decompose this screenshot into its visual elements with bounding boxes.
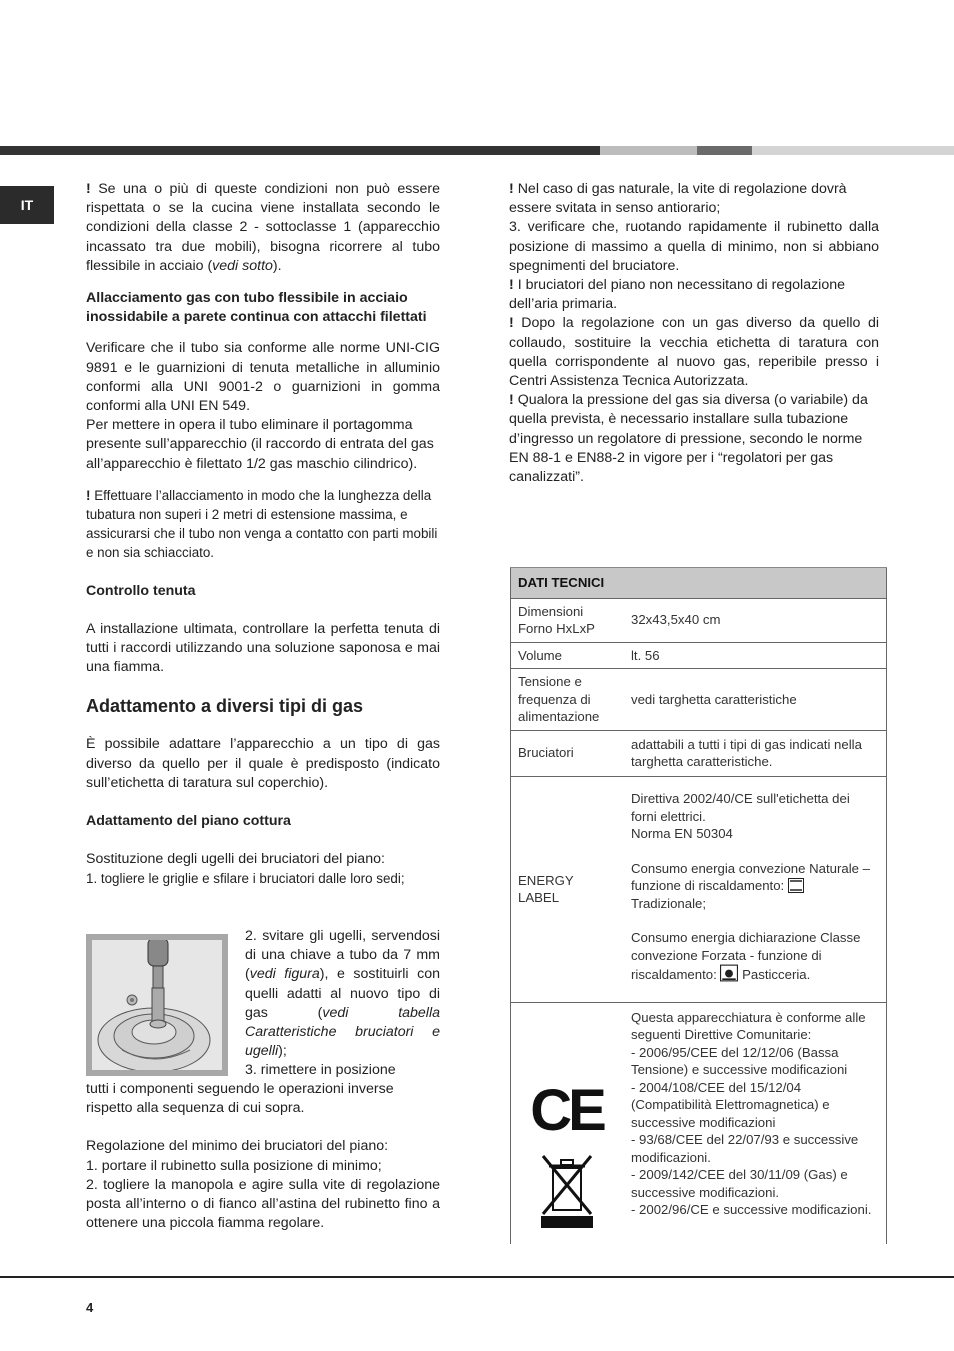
header-bar-mid: [697, 146, 752, 155]
oven-conventional-icon: [788, 878, 804, 893]
figure-caption-text: [245, 927, 440, 1081]
text: Qualora la pressione del gas sia diversa (o variabile) da quella prevista, è necessario installare sulla tubazione d’ingresso un regolatore di pressione, secondo le norme EN 88-1 e EN88-2 in vigore per i “regolatori per gas canalizzati”.: [509, 392, 868, 486]
text: Pasticceria.: [742, 967, 811, 983]
row-label: Bruciatori: [510, 730, 623, 776]
table-row: [510, 598, 887, 642]
note-pressione: [509, 391, 879, 487]
left-column-bottom: [86, 1080, 440, 1233]
warning-mark: !: [509, 392, 514, 409]
note-etichetta: [509, 314, 879, 391]
ce-directive: - 93/68/CEE del 22/07/93 e successive modificazioni.: [631, 1132, 859, 1165]
oven-fan-icon: [720, 964, 738, 982]
italic-text: vedi sotto: [212, 257, 273, 274]
ce-mark-icon: [518, 1078, 615, 1143]
energy-directive: Direttiva 2002/40/CE sull'etichetta dei forni elettrici.: [631, 791, 850, 824]
warning-mark: !: [509, 277, 514, 294]
ce-directives: [623, 1002, 887, 1246]
paragraph-sostituzione: Sostituzione degli ugelli dei bruciatori del piano:: [86, 851, 385, 868]
text: ).: [272, 257, 282, 274]
footer-rule: [0, 1276, 954, 1278]
text: Tradizionale;: [631, 895, 707, 911]
text: I bruciatori del piano non necessitano di regolazione dell’aria primaria.: [509, 277, 846, 313]
text: Consumo energia dichiarazione Classe convezione Forzata - funzione di riscaldamento:: [631, 930, 861, 983]
text: Se una o più di queste condizioni non può essere rispettata o se la cucina viene installata secondo le condizioni della classe 2 - sottoclasse 1 (apparecchio incassato tra due mobili), bisogna ricorrere al tubo flessibile in acciaio (: [86, 181, 440, 274]
paragraph-regolazione: Regolazione del minimo dei bruciatori del piano:: [86, 1138, 389, 1155]
row-value: lt. 56: [623, 642, 887, 669]
left-column: [86, 180, 440, 889]
table-divider: [510, 567, 887, 598]
note-paragraph-1: [86, 180, 440, 276]
energy-natural: [631, 860, 879, 913]
text: ), e sostituirli con quelli adatti al nuovo tipo di gas (: [245, 966, 440, 1021]
burner-wrench-illustration: [92, 940, 222, 1070]
note-aria-primaria: [509, 276, 879, 314]
table-row-ce: [510, 1002, 887, 1246]
ce-directive: - 2009/142/CEE del 30/11/09 (Gas) e successive modificazioni.: [631, 1167, 848, 1200]
text: 2. svitare gli ugelli, servendosi di una chiave a tubo da 7 mm (: [245, 928, 440, 983]
paragraph-tenuta: A installazione ultimata, controllare la perfetta tenuta di tutti i raccordi utilizzando una soluzione saponosa e mai una fiamma.: [86, 620, 440, 676]
note-paragraph-2: [86, 486, 440, 563]
table-border-left: [510, 567, 511, 1244]
regolazione-step-1: 1. portare il rubinetto sulla posizione di minimo;: [86, 1157, 382, 1174]
row-value: 32x43,5x40 cm: [623, 598, 887, 642]
text: Dopo la regolazione con un gas diverso da quello di collaudo, sostituire la vecchia etichetta di taratura con quella corrispondente al nuovo gas, reperibile presso i Centri Assistenza Tecnica Autorizzata.: [509, 315, 879, 390]
step-3-continued: tutti i componenti seguendo le operazioni inverse rispetto alla sequenza di cui sopra.: [86, 1081, 394, 1117]
warning-mark: !: [509, 181, 514, 197]
header-bar-dark: [0, 146, 600, 155]
table-row: [510, 642, 887, 669]
text: Nel caso di gas naturale, la vite di regolazione dovrà essere svitata in senso antiorario;: [509, 181, 847, 217]
page-number: 4: [86, 1300, 94, 1315]
ce-intro: Questa apparecchiatura è conforme alle seguenti Direttive Comunitarie:: [631, 1009, 866, 1042]
section-title-adattamento: Adattamento a diversi tipi di gas: [86, 696, 364, 717]
header-bar-light-2: [752, 146, 954, 155]
weee-bin-icon: [539, 1154, 595, 1228]
text: Effettuare l’allacciamento in modo che la lunghezza della tubatura non superi i 2 metri di estensione massima, e assicurarsi che il tubo non venga a contatto con parti mobili e non sia schiacciato.: [86, 487, 438, 561]
technical-data-table: [510, 567, 887, 1246]
row-value: adattabili a tutti i tipi di gas indicati nella targhetta caratteristiche.: [623, 730, 887, 776]
italic-text: vedi tabella Caratteristiche bruciatori e ugelli: [245, 1004, 441, 1060]
right-column: [509, 180, 879, 487]
language-tab: [0, 186, 54, 224]
step-1: 1. togliere le griglie e sfilare i bruciatori dalle loro sedi;: [86, 871, 405, 887]
row-value: vedi targhetta caratteristiche: [623, 669, 887, 731]
row-label: Tensione e frequenza di alimentazione: [510, 669, 623, 731]
warning-mark: !: [86, 487, 91, 503]
ce-directive: - 2006/95/CEE del 12/12/06 (Bassa Tensione) e successive modificazioni: [631, 1044, 848, 1077]
nozzle-figure: [86, 934, 228, 1076]
paragraph-norme: Verificare che il tubo sia conforme alle norme UNI-CIG 9891 e le guarnizioni di tenuta metalliche in alluminio conformi alla UNI 9001-2 o guarnizioni in gomma conformi alla UNI EN 549.: [86, 340, 440, 415]
row-label: ENERGY LABEL: [510, 776, 623, 1002]
table-row: [510, 730, 887, 776]
italic-text: vedi figura: [249, 966, 320, 983]
table-title: DATI TECNICI: [510, 568, 887, 599]
heading-piano-cottura: Adattamento del piano cottura: [86, 813, 291, 830]
regolazione-step-2: 2. togliere la manopola e agire sulla vite di regolazione posta all’interno o di fianco all’astina del rubinetto fino a ottenere una piccola fiamma regolare.: [86, 1176, 440, 1232]
warning-mark: !: [86, 181, 91, 197]
table-border-right: [886, 567, 887, 1244]
ce-directive: - 2004/108/CEE del 15/12/04 (Compatibilità Elettromagnetica) e successive modificazioni: [631, 1079, 830, 1130]
row-label: Dimensioni Forno HxLxP: [510, 598, 623, 642]
table-row: [510, 669, 887, 731]
text: Consumo energia convezione Naturale – funzione di riscaldamento:: [631, 860, 870, 894]
warning-mark: !: [509, 315, 514, 332]
energy-forced: [631, 929, 879, 984]
paragraph-adattamento: È possibile adattare l’apparecchio a un tipo di gas diverso da quello per il quale è predisposto (indicato sull’etichetta di taratura sul coperchio).: [86, 736, 440, 791]
language-label: IT: [20, 197, 34, 213]
ce-icons-cell: [510, 1002, 623, 1246]
step-2: [245, 927, 440, 1061]
heading-controllo-tenuta: Controllo tenuta: [86, 582, 196, 599]
header-bar-light: [600, 146, 697, 155]
heading-allacciamento: Allacciamento gas con tubo flessibile in acciaio inossidabile a parete continua con attacchi filettati: [86, 290, 427, 326]
regolazione-step-3: 3. verificare che, ruotando rapidamente il rubinetto dalla posizione di massimo a quella di minimo, non si abbiano spegnimenti del bruciatore.: [509, 219, 879, 274]
ce-mark-text: CE: [530, 1078, 603, 1143]
energy-norm: Norma EN 50304: [631, 826, 733, 842]
table-row-energy: [510, 776, 887, 1002]
text: );: [278, 1043, 287, 1060]
energy-value: [623, 776, 887, 1002]
step-3: 3. rimettere in posizione: [245, 1062, 396, 1079]
note-gas-naturale: [509, 180, 879, 218]
ce-directive: - 2002/96/CE e successive modificazioni.: [631, 1202, 872, 1217]
paragraph-portagomma: Per mettere in opera il tubo eliminare il portagomma presente sull’apparecchio (il raccordo di entrata del gas all’apparecchio è filettato 1/2 gas maschio cilindrico).: [86, 417, 434, 472]
row-label: Volume: [510, 642, 623, 669]
